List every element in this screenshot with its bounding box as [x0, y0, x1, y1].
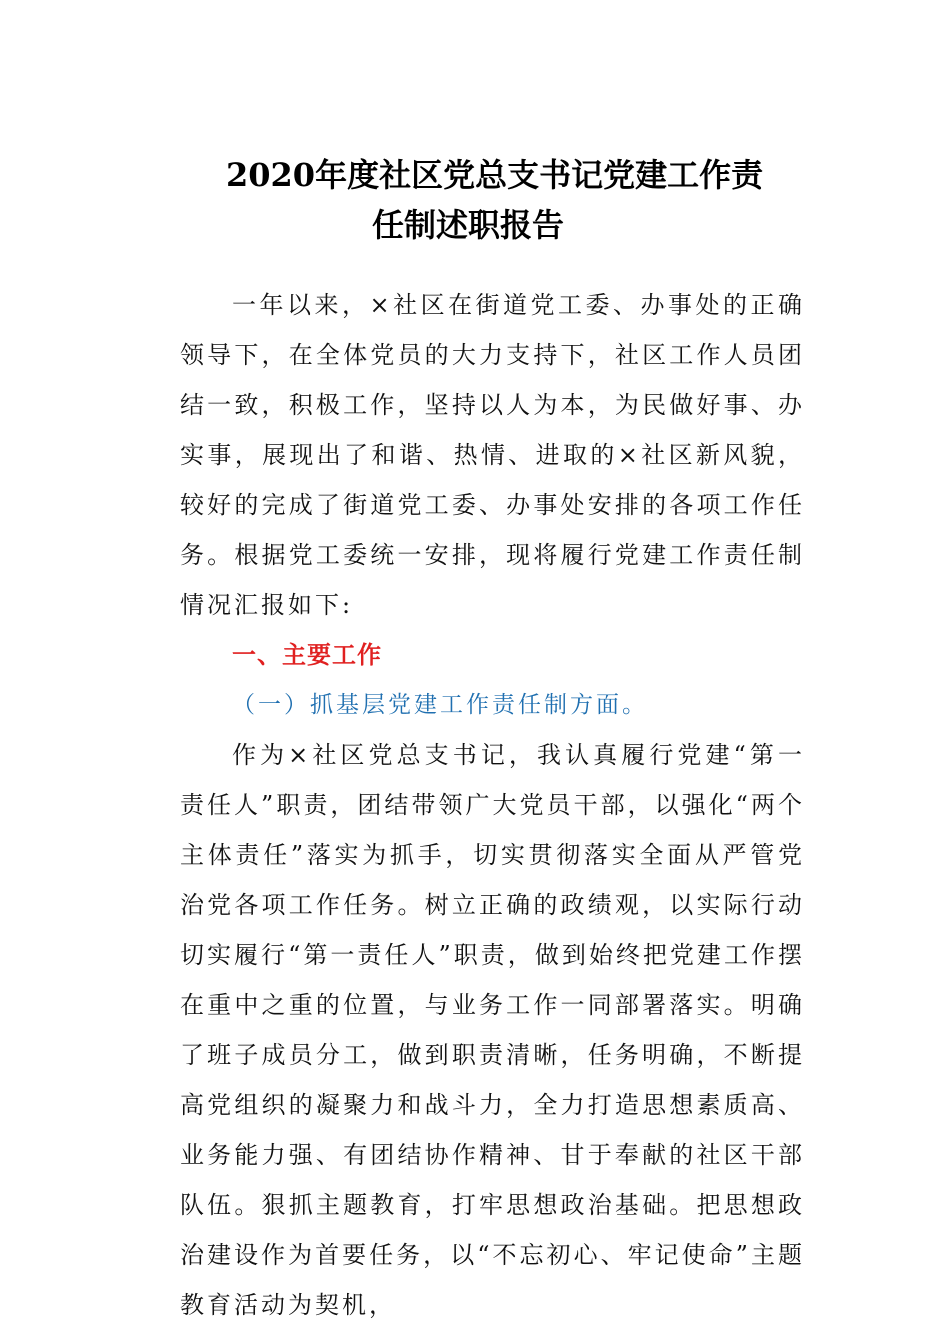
- body-paragraph: 作为×社区党总支书记，我认真履行党建“第一责任人”职责，团结带领广大党员干部，以强化“两个主体责任”落实为抓手，切实贯彻落实全面从严管党治党各项工作任务。树立正确的政绩观，以实际行动切实履行“第一责任人”职责，做到始终把党建工作摆在重中之重的位置，与业务工作一同部署落实。明确了班子成员分工，做到职责清晰，任务明确，不断提高党组织的凝聚力和战斗力，全力打造思想素质高、业务能力强、有团结协作精神、甘于奉献的社区干部队伍。狠抓主题教育，打牢思想政治基础。把思想政治建设作为首要任务，以“不忘初心、牢记使命”主题教育活动为契机，: [180, 741, 805, 1319]
- section-heading-main-work: 一、主要工作: [232, 641, 382, 669]
- intro-paragraph: 一年以来，×社区在街道党工委、办事处的正确领导下，在全体党员的大力支持下，社区工作人员团结一致，积极工作，坚持以人为本，为民做好事、办实事，展现出了和谐、热情、进取的×社区新风貌，较好的完成了街道党工委、办事处安排的各项工作任务。根据党工委统一安排，现将履行党建工作责任制情况汇报如下:: [180, 291, 805, 619]
- document-body: [180, 280, 805, 1330]
- document-title: [150, 150, 810, 250]
- title-line-2: 任制述职报告: [372, 206, 565, 244]
- subsection-heading-party-building: （一）抓基层党建工作责任制方面。: [232, 692, 648, 718]
- title-line-1: 2020年度社区党总支书记党建工作责: [226, 156, 764, 194]
